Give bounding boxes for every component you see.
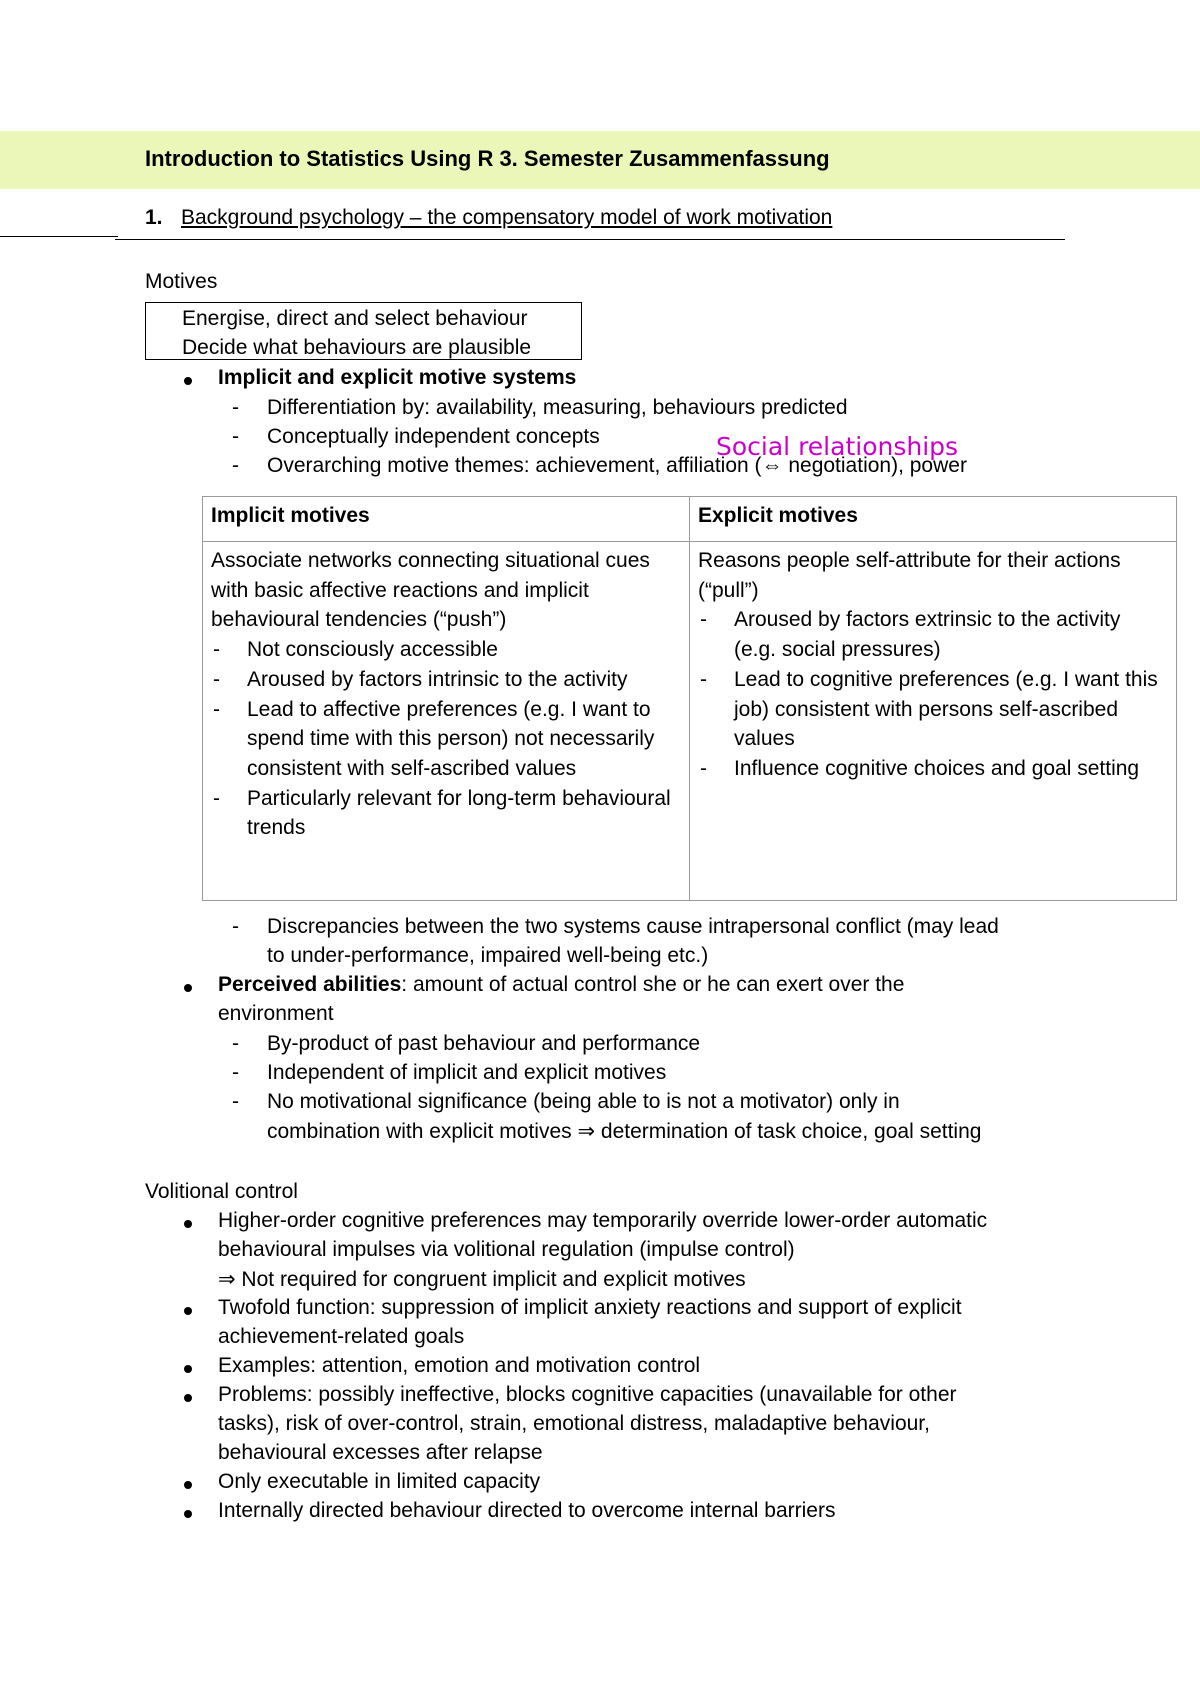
bullet-icon (184, 1394, 192, 1402)
volitional-bullet-6: Internally directed behaviour directed to overcome internal barriers (218, 1499, 836, 1522)
dash-icon: - (232, 396, 239, 419)
box-line-2: Decide what behaviours are plausible (182, 336, 532, 359)
list-item: - Not consciously accessible (211, 635, 681, 665)
table-header-implicit: Implicit motives (203, 497, 690, 542)
sub-item: Conceptually independent concepts (267, 425, 600, 448)
discrepancy-line-1: Discrepancies between the two systems cause intrapersonal conflict (may lead (267, 915, 999, 938)
divider-short (0, 236, 118, 237)
list-item: - Aroused by factors extrinsic to the activity (e.g. social pressures) (698, 605, 1168, 664)
table-header-explicit: Explicit motives (690, 497, 1177, 542)
implicit-cell (203, 542, 690, 901)
volitional-label: Volitional control (145, 1180, 298, 1203)
section-number: 1. (145, 206, 163, 229)
list-item: - Aroused by factors intrinsic to the activity (211, 665, 681, 695)
bullet-icon (184, 1365, 192, 1373)
implicit-intro: Associate networks connecting situational cues with basic affective reactions and implicit behavioural tendencies (“push”) (211, 549, 650, 632)
list-item: - Particularly relevant for long-term behavioural trends (211, 784, 681, 843)
divider-long (115, 239, 1065, 240)
bullet-icon (184, 1510, 192, 1518)
dash-icon: - (232, 454, 239, 477)
explicit-list (698, 605, 1168, 783)
discrepancy-line-2: to under-performance, impaired well-being etc.) (267, 944, 709, 967)
document-title: Introduction to Statistics Using R 3. Semester Zusammenfassung (145, 146, 830, 171)
bullet-icon (184, 1481, 192, 1489)
perceived-abilities-term: Perceived abilities (218, 973, 402, 996)
volitional-bullet-1-cont: ⇒ Not required for congruent implicit and explicit motives (218, 1268, 746, 1291)
volitional-bullet-2-cont: achievement-related goals (218, 1325, 465, 1348)
sub-item: Overarching motive themes: achievement, affiliation (⇔ negotiation), power (267, 454, 967, 477)
motives-definition-box (145, 302, 582, 360)
volitional-bullet-1-cont: behavioural impulses via volitional regulation (impulse control) (218, 1238, 795, 1261)
sub-item: No motivational significance (being able to is not a motivator) only in (267, 1090, 900, 1113)
volitional-bullet-4-cont: behavioural excesses after relapse (218, 1441, 543, 1464)
box-line-1: Energise, direct and select behaviour (182, 307, 528, 330)
dash-icon: - (232, 1032, 239, 1055)
bullet-icon (184, 377, 192, 385)
list-item: - Lead to cognitive preferences (e.g. I want this job) consistent with persons self-ascribed values (698, 665, 1168, 754)
sub-item: Differentiation by: availability, measuring, behaviours predicted (267, 396, 848, 419)
volitional-bullet-4: Problems: possibly ineffective, blocks cognitive capacities (unavailable for other (218, 1383, 957, 1406)
implicit-list (211, 635, 681, 843)
bullet-implicit-explicit: Implicit and explicit motive systems (218, 366, 577, 389)
bullet-icon (184, 1307, 192, 1315)
perceived-abilities-definition: : amount of actual control she or he can exert over the (401, 973, 905, 996)
explicit-cell (690, 542, 1177, 901)
sub-item-cont: combination with explicit motives ⇒ determination of task choice, goal setting (267, 1120, 982, 1143)
dash-icon: - (232, 915, 239, 938)
volitional-bullet-3: Examples: attention, emotion and motivation control (218, 1354, 701, 1377)
section-1-heading (145, 206, 832, 230)
volitional-bullet-5: Only executable in limited capacity (218, 1470, 541, 1493)
volitional-bullet-4-cont: tasks), risk of over-control, strain, emotional distress, maladaptive behaviour, (218, 1412, 930, 1435)
bullet-perceived-abilities (218, 973, 904, 997)
dash-icon: - (232, 1090, 239, 1113)
section-title: Background psychology – the compensatory model of work motivation (181, 206, 833, 229)
volitional-bullet-1: Higher-order cognitive preferences may temporarily override lower-order automatic (218, 1209, 988, 1232)
explicit-intro: Reasons people self-attribute for their actions (“pull”) (698, 549, 1121, 602)
volitional-bullet-2: Twofold function: suppression of implicit anxiety reactions and support of explicit (218, 1296, 962, 1319)
motives-table (202, 496, 1177, 901)
list-item: - Influence cognitive choices and goal setting (698, 754, 1168, 784)
dash-icon: - (232, 425, 239, 448)
motives-label: Motives (145, 270, 218, 293)
dash-icon: - (232, 1061, 239, 1084)
bullet-icon (184, 984, 192, 992)
sub-item: Independent of implicit and explicit motives (267, 1061, 667, 1084)
bullet-icon (184, 1220, 192, 1228)
handwritten-annotation: Social relationships (716, 432, 959, 461)
sub-item: By-product of past behaviour and performance (267, 1032, 701, 1055)
perceived-abilities-cont: environment (218, 1002, 334, 1025)
list-item: - Lead to affective preferences (e.g. I want to spend time with this person) not necessarily consistent with self-ascribed values (211, 695, 681, 784)
